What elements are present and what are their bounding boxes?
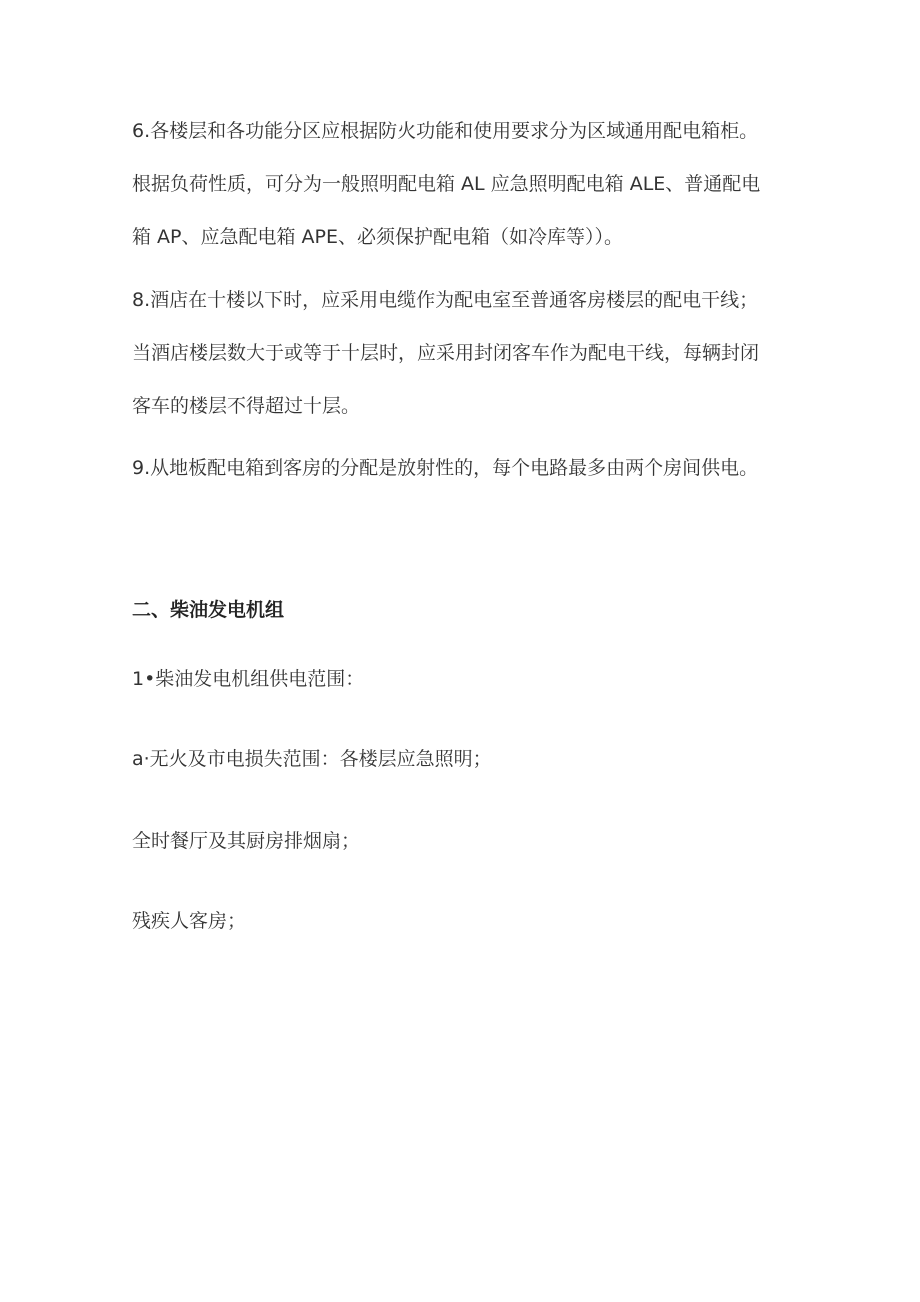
scope-item-a: a·无火及市电损失范围：各楼层应急照明； bbox=[132, 748, 492, 770]
paragraph-line: 根据负荷性质，可分为一般照明配电箱 AL 应急照明配电箱 ALE、普通配电 bbox=[132, 173, 761, 195]
paragraph-item-8 bbox=[132, 274, 812, 433]
subsection-title: 1•柴油发电机组供电范围： bbox=[132, 668, 365, 690]
paragraph-line: 9.从地板配电箱到客房的分配是放射性的，每个电路最多由两个房间供电。 bbox=[132, 457, 759, 479]
paragraph-item-9 bbox=[132, 442, 812, 495]
scope-item-restaurant: 全时餐厅及其厨房排烟扇； bbox=[132, 830, 361, 852]
section-heading: 二、柴油发电机组 bbox=[132, 599, 285, 621]
paragraph-line: 6.各楼层和各功能分区应根据防火功能和使用要求分为区域通用配电箱柜。 bbox=[132, 120, 759, 142]
paragraph-item-6 bbox=[132, 105, 812, 264]
paragraph-line: 客车的楼层不得超过十层。 bbox=[132, 395, 361, 417]
paragraph-line: 8.酒店在十楼以下时，应采用电缆作为配电室至普通客房楼层的配电干线； bbox=[132, 289, 759, 311]
scope-item-disabled-rooms: 残疾人客房； bbox=[132, 910, 247, 932]
paragraph-line: 当酒店楼层数大于或等于十层时，应采用封闭客车作为配电干线，每辆封闭 bbox=[132, 342, 760, 364]
paragraph-line: 箱 AP、应急配电箱 APE、必须保护配电箱（如冷库等））。 bbox=[132, 226, 623, 248]
